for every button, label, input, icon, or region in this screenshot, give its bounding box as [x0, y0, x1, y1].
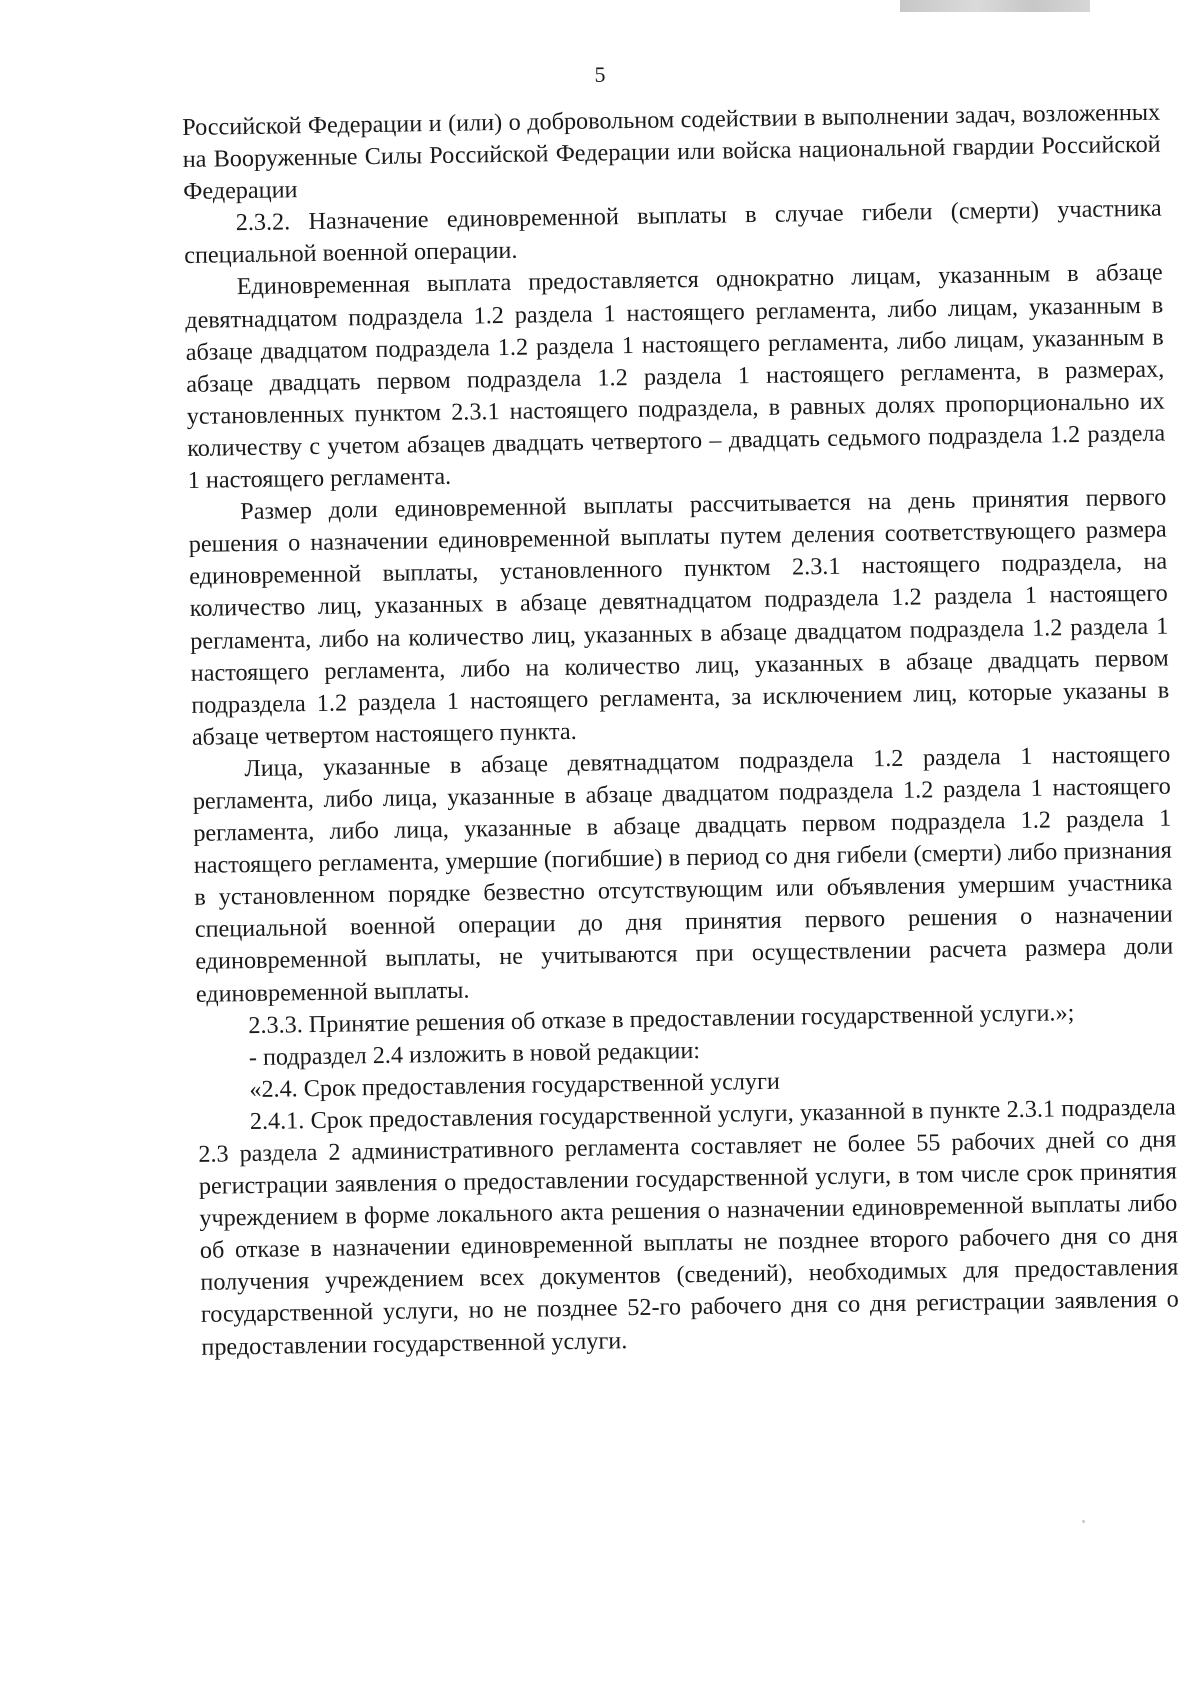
paragraph-payment-recipients: Единовременная выплата предоставляется однократно лицам, указанным в абзаце девятнадцатом подраздела 1.2 раздела 1 настоящего регламента, либо лицам, указанным в абзаце двадцатом подраздела 1.2 раздела 1 настоящего регламента, либо лицам, указанным в абзаце двадцать первом подраздела 1.2 раздела 1 настоящего регламента, в размерах, установленных пунктом 2.3.1 настоящего подраздела, в равных долях пропорционально их количеству с учетом абзацев двадцать четвертого – двадцать седьмого подраздела 1.2 раздела 1 настоящего регламента.: [185, 259, 1166, 494]
section-heading-2-4: «2.4. Срок предоставления государственной услуги: [249, 1067, 781, 1103]
body-text: [182, 97, 1180, 1364]
paragraph-deceased-persons: Лица, указанные в абзаце девятнадцатом подраздела 1.2 раздела 1 настоящего регламента, либо лица, указанные в абзаце двадцатом подраздела 1.2 раздела 1 настоящего регламента, либо лица, указанные в абзаце двадцать первом подраздела 1.2 раздела 1 настоящего регламента, умершие (погибшие) в период со дня гибели (смерти) либо признания в установленном порядке безвестно отсутствующим или объявления умершим участника специальной военной операции до дня принятия первого решения о назначении единовременной выплаты, не учитываются при осуществлении расчета размера доли единовременной выплаты.: [192, 740, 1174, 1008]
paragraph-share-size: Размер доли единовременной выплаты рассчитывается на день принятия первого решения о назначении единовременной выплаты путем деления соответствующего размера единовременной выплаты, установленного пунктом 2.3.1 настоящего подраздела, на количество лиц, указанных в абзаце девятнадцатом подраздела 1.2 раздела 1 настоящего регламента, либо на количество лиц, указанных в абзаце двадцатом подраздела 1.2 раздела 1 настоящего регламента, либо на количество лиц, указанных в абзаце двадцать первом подраздела 1.2 раздела 1 настоящего регламента, за исключением лиц, которые указаны в абзаце четвертом настоящего пункта.: [188, 483, 1170, 751]
paragraph-2-3-3: 2.3.3. Принятие решения об отказе в предоставлении государственной услуги.»;: [248, 998, 1075, 1039]
scan-speck: [1082, 1520, 1085, 1523]
paragraph-2-3-2: 2.3.2. Назначение единовременной выплаты в случае гибели (смерти) участника специальной военной операции.: [184, 194, 1162, 270]
header-stamp-mark: [900, 0, 1090, 12]
page-number: 5: [594, 62, 606, 87]
paragraph-continuation: Российской Федерации и (или) о добровольном содействии в выполнении задач, возложенных на Вооруженные Силы Российской Федерации или войска национальной гвардии Российской Федерации: [182, 98, 1161, 206]
paragraph-2-4-1: 2.4.1. Срок предоставления государственной услуги, указанной в пункте 2.3.1 подраздела 2.3 раздела 2 административного регламента составляет не более 55 рабочих дней со дня регистрации заявления о предоставлении государственной услуги, в том числе срок принятия учреждением в форме локального акта решения о назначении единовременной выплаты либо об отказе в назначении единовременной выплаты не позднее второго рабочего дня со дня получения учреждением всех документов (сведений), необходимых для предоставления государственной услуги, но не позднее 52-го рабочего дня со дня регистрации заявления о предоставлении государственной услуги.: [198, 1093, 1179, 1361]
paragraph-amendment-note: - подраздел 2.4 изложить в новой редакции:: [248, 1036, 701, 1071]
